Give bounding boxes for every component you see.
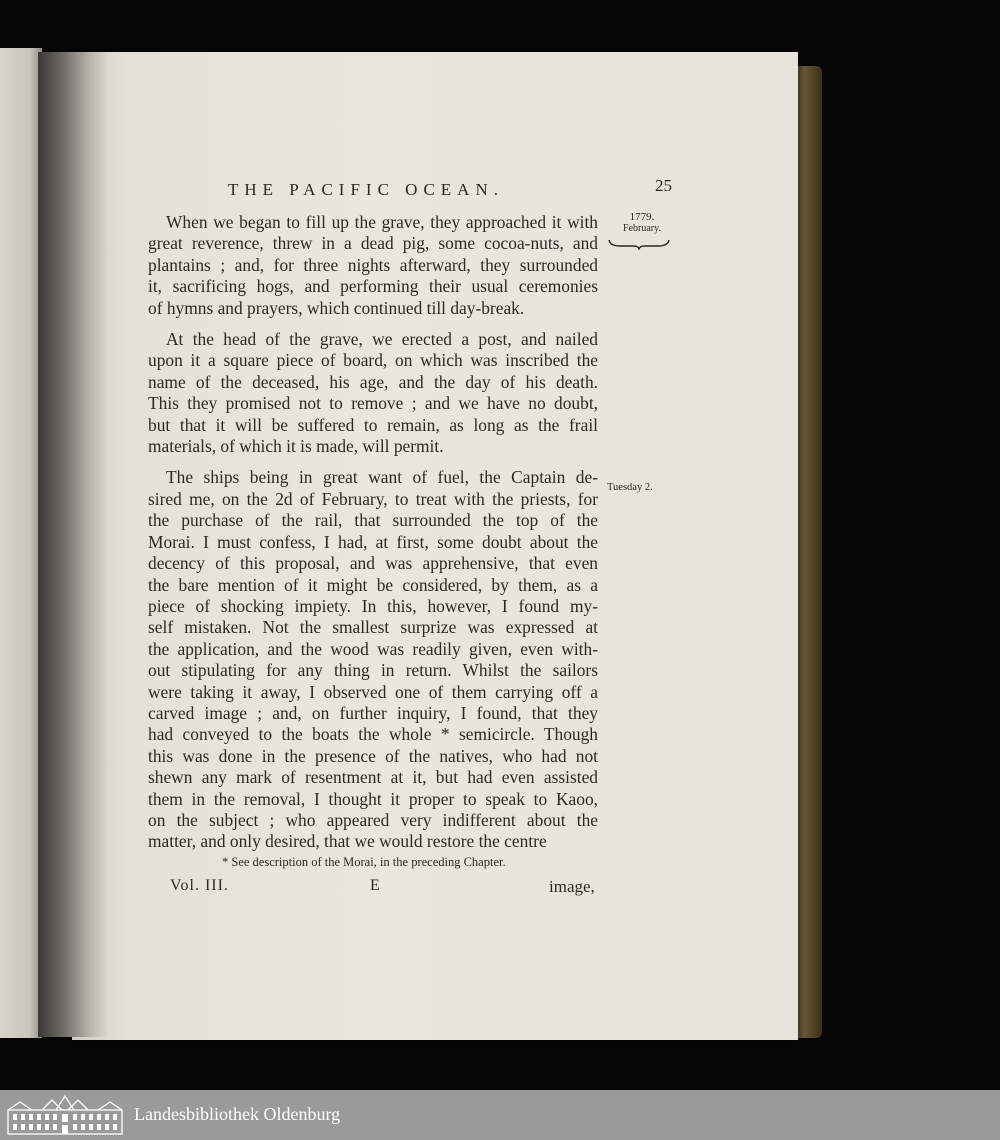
text-line: the purchase of the rail, that surrounded the top of the — [148, 510, 598, 531]
text-line: of hymns and prayers, which continued till day-break. — [148, 297, 525, 318]
text-line: them in the removal, I thought it proper to speak to Kaoo, — [148, 788, 598, 809]
text-line: Morai. I must confess, I had, at first, some doubt about the — [148, 531, 598, 552]
text-line: When we began to fill up the grave, they approached it with — [166, 212, 598, 232]
library-name: Landesbibliothek Oldenburg — [134, 1104, 341, 1124]
margin-year: 1779. — [629, 211, 655, 223]
text-line: The ships being in great want of fuel, the Captain de- — [166, 467, 598, 488]
text-line: decency of this proposal, and was apprehensive, that even — [148, 553, 598, 574]
text-line: shewn any mark of resentment at it, but had even assisted — [148, 767, 598, 788]
catchword: image, — [549, 877, 595, 896]
footer-bar — [0, 1090, 1000, 1140]
text-line: piece of shocking impiety. In this, however, I found my- — [148, 595, 598, 616]
text-line: it, sacrificing hogs, and performing their usual ceremonies — [148, 276, 598, 297]
text-line: had conveyed to the boats the whole * semicircle. Though — [148, 724, 598, 745]
text-line: the bare mention of it might be considered, by them, as a — [148, 574, 598, 595]
signature-letter: E — [370, 877, 380, 894]
running-title: THE PACIFIC OCEAN. — [228, 180, 504, 199]
margin-day-note: Tuesday 2. — [607, 482, 653, 493]
library-building-icon — [6, 1094, 124, 1136]
left-page-edge — [0, 48, 42, 1038]
text-line: plantains ; and, for three nights afterward, they surrounded — [148, 254, 598, 275]
text-line: on the subject ; who appeared very indifferent about the — [148, 809, 598, 830]
margin-month: February. — [623, 223, 661, 234]
text-line: name of the deceased, his age, and the day of his death. — [148, 371, 598, 392]
spine-shadow — [38, 52, 108, 1037]
page-number: 25 — [655, 176, 672, 195]
text-line: great reverence, threw in a dead pig, some cocoa-nuts, and — [148, 233, 598, 254]
paragraph — [148, 329, 598, 457]
text-line: sired me, on the 2d of February, to treat with the priests, for — [148, 488, 598, 509]
text-line: upon it a square piece of board, on which was inscribed the — [148, 350, 598, 371]
paragraph — [148, 212, 598, 319]
text-line: This they promised not to remove ; and we have no doubt, — [148, 393, 598, 414]
text-line: materials, of which it is made, will permit. — [148, 436, 444, 457]
text-line: this was done in the presence of the natives, who had not — [148, 745, 598, 766]
text-line: were taking it away, I observed one of them carrying off a — [148, 681, 598, 702]
text-line: carved image ; and, on further inquiry, I found, that they — [148, 702, 598, 723]
text-line: but that it will be suffered to remain, as long as the frail — [148, 414, 598, 435]
text-line: out stipulating for any thing in return. Whilst the sailors — [148, 660, 598, 681]
text-line: matter, and only desired, that we would restore the centre — [148, 831, 547, 852]
brace-icon — [608, 238, 670, 250]
text-line: At the head of the grave, we erected a post, and nailed — [166, 329, 598, 350]
text-line: the application, and the wood was readily given, even with- — [148, 638, 598, 659]
volume-signature: Vol. III. — [170, 877, 229, 894]
body-text — [148, 212, 598, 863]
text-line: self mistaken. Not the smallest surprize was expressed at — [148, 617, 598, 638]
footnote: * See description of the Morai, in the preceding Chapter. — [222, 855, 506, 869]
paragraph — [148, 467, 598, 852]
margin-date — [612, 212, 672, 234]
